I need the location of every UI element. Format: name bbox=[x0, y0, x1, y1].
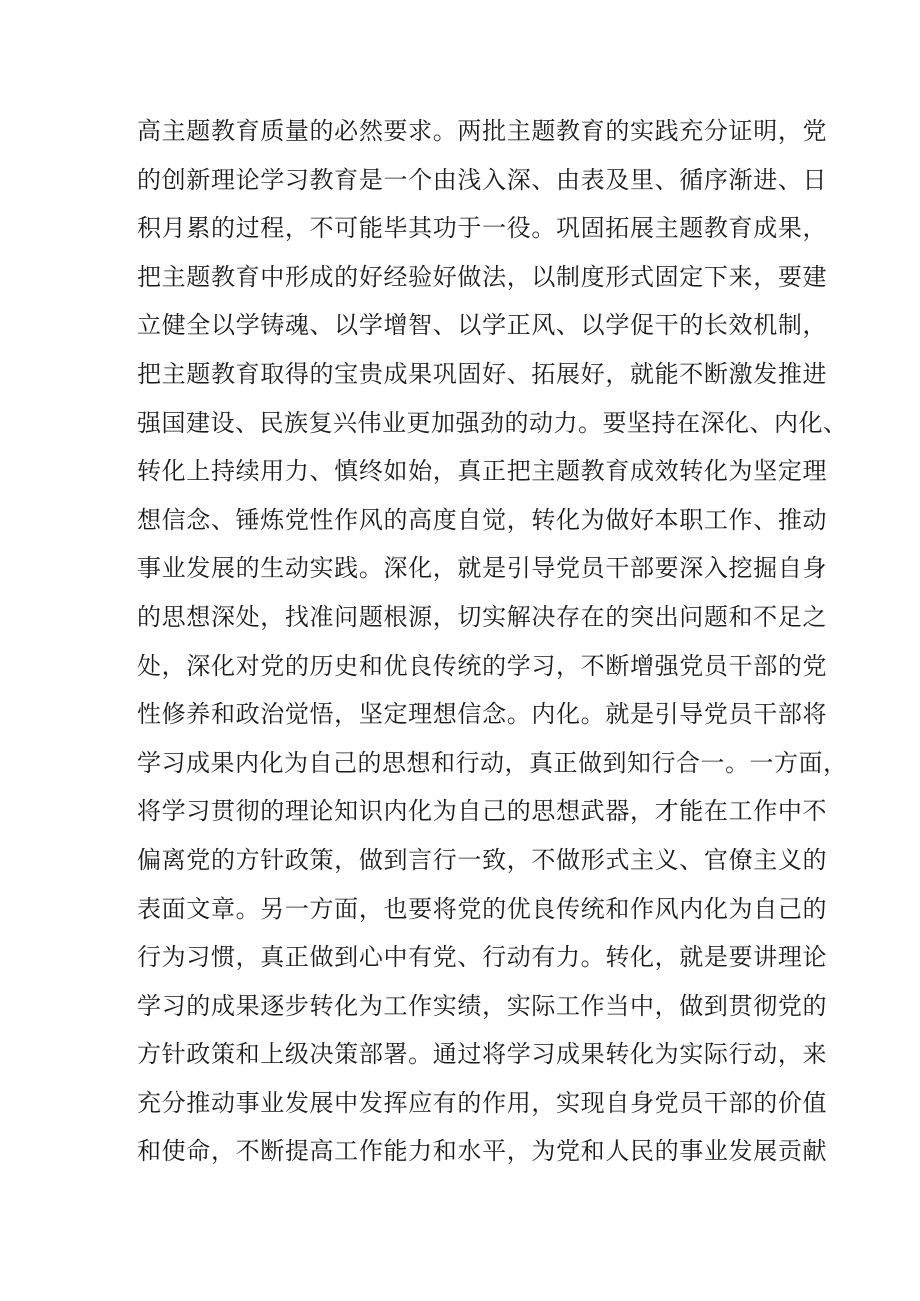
text-line: 转化上持续用力、慎终如始，真正把主题教育成效转化为坚定理 bbox=[137, 457, 827, 486]
text-line: 性修养和政治觉悟，坚定理想信念。内化。就是引导党员干部将 bbox=[137, 700, 827, 729]
text-line: 方针政策和上级决策部署。通过将学习成果转化为实际行动，来 bbox=[137, 1040, 827, 1069]
text-line: 行为习惯，真正做到心中有党、行动有力。转化，就是要讲理论 bbox=[137, 943, 827, 972]
text-line: 的创新理论学习教育是一个由浅入深、由表及里、循序渐进、日 bbox=[137, 165, 827, 194]
body-text bbox=[137, 107, 848, 1176]
text-line: 想信念、锤炼党性作风的高度自觉，转化为做好本职工作、推动 bbox=[137, 505, 827, 534]
text-line: 处，深化对党的历史和优良传统的学习，不断增强党员干部的党 bbox=[137, 651, 827, 680]
text-line: 学习的成果逐步转化为工作实绩，实际工作当中，做到贯彻党的 bbox=[137, 991, 827, 1020]
text-line: 把主题教育取得的宝贵成果巩固好、拓展好，就能不断激发推进 bbox=[137, 359, 827, 388]
text-line: 将学习贯彻的理论知识内化为自己的思想武器，才能在工作中不 bbox=[137, 797, 827, 826]
text-line: 强国建设、民族复兴伟业更加强劲的动力。要坚持在深化、内化、 bbox=[137, 408, 848, 437]
text-line: 高主题教育质量的必然要求。两批主题教育的实践充分证明，党 bbox=[137, 117, 827, 145]
text-line: 学习成果内化为自己的思想和行动，真正做到知行合一。一方面， bbox=[137, 748, 848, 777]
text-line: 偏离党的方针政策，做到言行一致，不做形式主义、官僚主义的 bbox=[137, 845, 827, 874]
text-line: 把主题教育中形成的好经验好做法，以制度形式固定下来，要建 bbox=[137, 262, 827, 291]
text-line: 立健全以学铸魂、以学增智、以学正风、以学促干的长效机制， bbox=[137, 311, 827, 340]
text-line: 充分推动事业发展中发挥应有的作用，实现自身党员干部的价值 bbox=[137, 1088, 827, 1117]
text-line: 事业发展的生动实践。深化，就是引导党员干部要深入挖掘自身 bbox=[137, 554, 827, 583]
text-line: 的思想深处，找准问题根源，切实解决存在的突出问题和不足之 bbox=[137, 602, 827, 631]
text-line: 和使命，不断提高工作能力和水平，为党和人民的事业发展贡献 bbox=[137, 1137, 827, 1166]
text-line: 积月累的过程，不可能毕其功于一役。巩固拓展主题教育成果， bbox=[137, 214, 827, 243]
text-line: 表面文章。另一方面，也要将党的优良传统和作风内化为自己的 bbox=[137, 894, 827, 923]
